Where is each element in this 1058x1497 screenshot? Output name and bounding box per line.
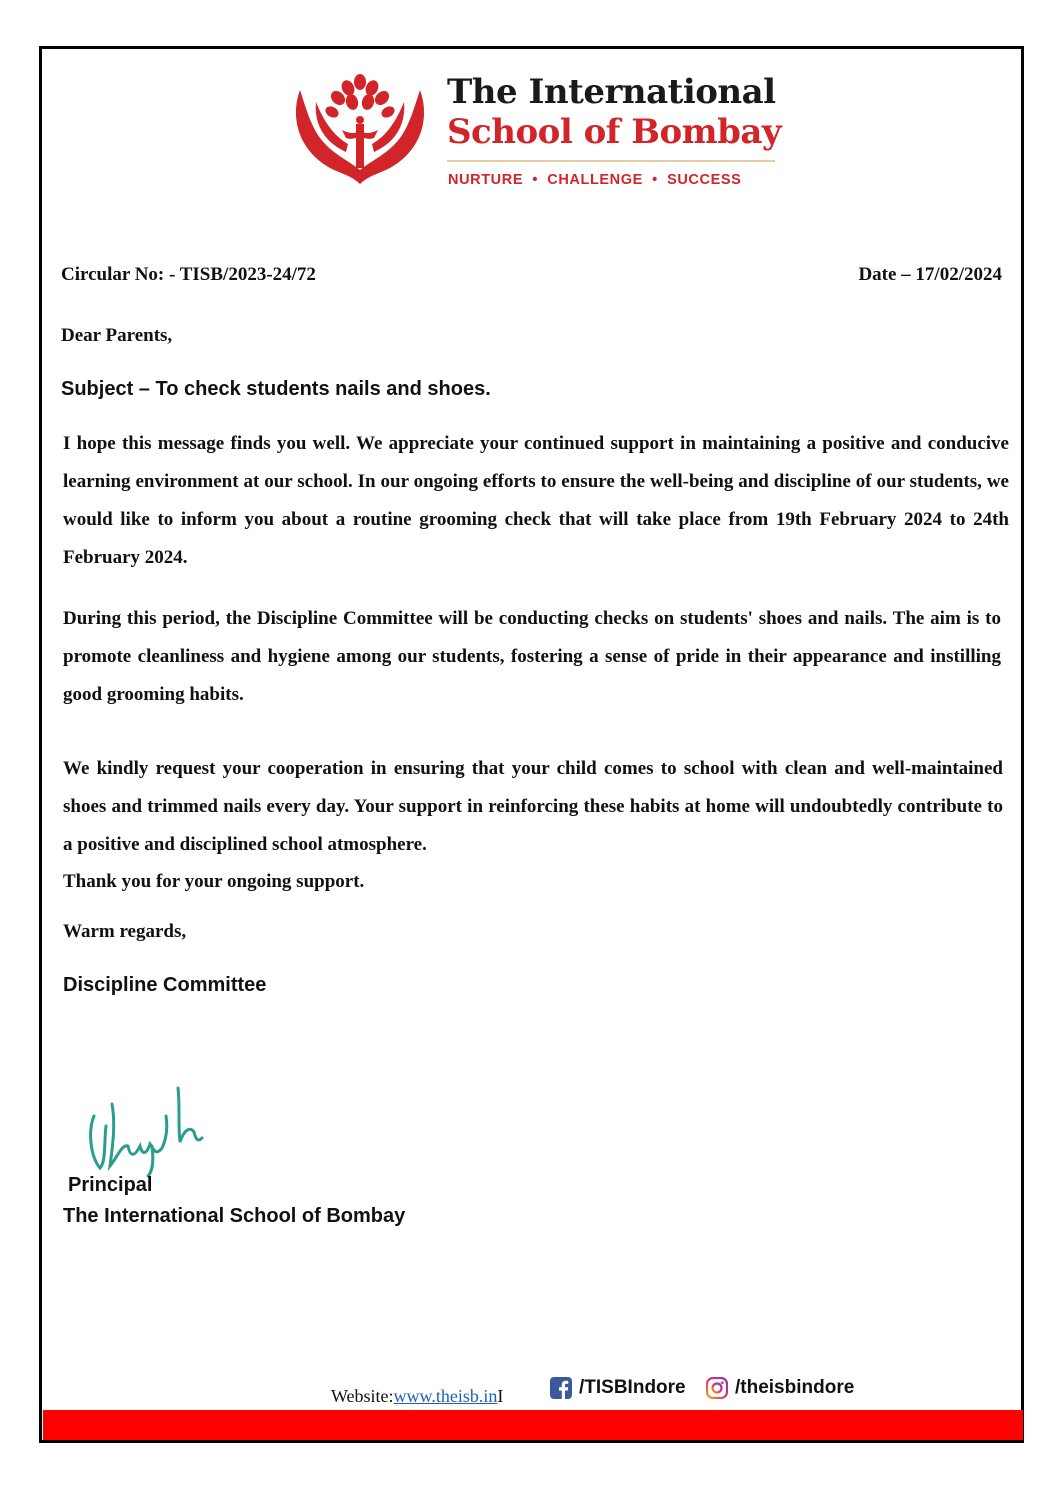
instagram-link[interactable] — [706, 1375, 854, 1401]
subject-line: Subject – To check students nails and shoes. — [61, 378, 491, 400]
page-border — [39, 46, 1024, 1443]
closing-line: Warm regards, — [63, 921, 187, 942]
logo-title-line2: School of Bombay — [447, 112, 782, 152]
facebook-handle: /TISBIndore — [579, 1377, 686, 1398]
logo-title-line1: The International — [447, 72, 776, 112]
website-link[interactable]: www.theisb.in — [393, 1386, 498, 1406]
body-paragraph-1: I hope this message finds you well. We appreciate your continued support in maintaining a positive and conducive learning environment at our school. In our ongoing efforts to ensure the well-being and discipline of our students, we would like to inform you about a routine grooming check that will take place from 19th February 2024 to 24th February 2024. — [63, 433, 1009, 568]
circular-date: Date – 17/02/2024 — [858, 264, 1002, 285]
instagram-icon — [706, 1377, 728, 1399]
signatory-title: Principal — [68, 1174, 153, 1196]
thanks-line: Thank you for your ongoing support. — [63, 871, 365, 892]
footer-separator: I — [497, 1386, 504, 1406]
logo-tagline: NURTURE • CHALLENGE • SUCCESS — [448, 172, 742, 188]
body-paragraph-3: We kindly request your cooperation in ensuring that your child comes to school with clean and well-maintained shoes and trimmed nails every day. Your support in reinforcing these habits at home will undoubtedly contribute to a positive and disciplined school atmosphere. — [63, 758, 1003, 855]
footer-red-bar — [43, 1410, 1023, 1440]
committee-name: Discipline Committee — [63, 974, 267, 996]
body-paragraph-2: During this period, the Discipline Committee will be conducting checks on students' shoes and nails. The aim is to promote cleanliness and hygiene among our students, fostering a sense of pride in their appearance and instilling good grooming habits. — [63, 608, 1001, 705]
logo-divider — [447, 160, 775, 162]
signatory-school: The International School of Bombay — [63, 1205, 406, 1227]
facebook-icon — [550, 1377, 572, 1399]
school-emblem-icon — [290, 72, 430, 190]
circular-number: Circular No: - TISB/2023-24/72 — [61, 264, 316, 285]
instagram-handle: /theisbindore — [735, 1377, 855, 1398]
greeting: Dear Parents, — [61, 325, 173, 346]
footer-website — [331, 1386, 503, 1407]
principal-signature — [82, 1086, 212, 1178]
school-logo — [290, 72, 790, 197]
facebook-link[interactable] — [550, 1375, 686, 1401]
website-label: Website: — [331, 1386, 394, 1406]
